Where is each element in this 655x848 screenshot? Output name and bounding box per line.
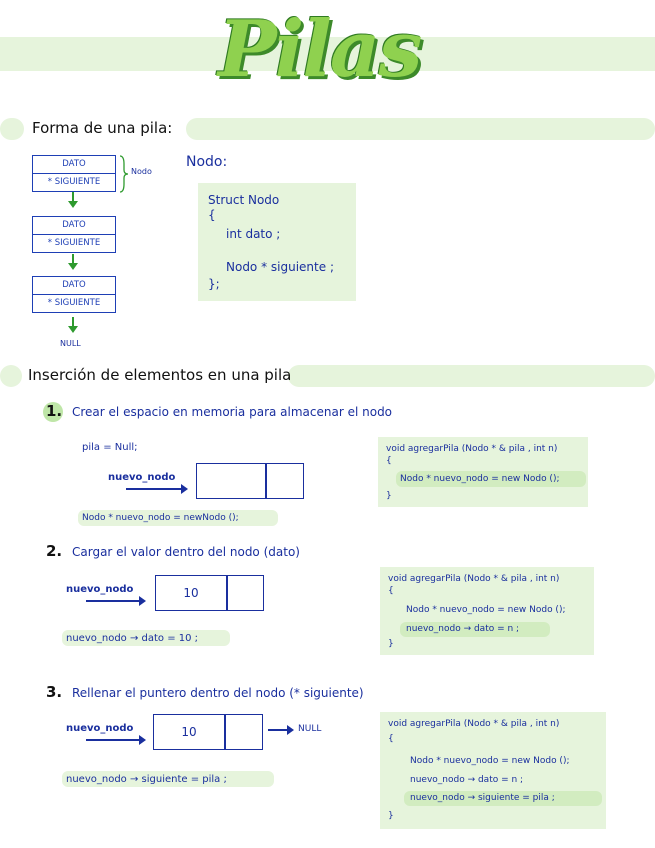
node-divider <box>226 576 228 610</box>
stack-node-dato: DATO <box>62 280 86 290</box>
brace-label: Nodo <box>131 167 152 176</box>
code-line: Nodo * nuevo_nodo = new Nodo (); <box>410 756 570 766</box>
step-title: Crear el espacio en memoria para almacenar el nodo <box>72 405 393 419</box>
data-node <box>153 714 263 750</box>
node-divider <box>265 464 267 498</box>
pointer-arrow <box>126 488 186 490</box>
code-line: }; <box>208 277 220 291</box>
code-line: void agregarPila (Nodo * & pila , int n) <box>388 574 560 584</box>
nuevo-nodo-label: nuevo_nodo <box>66 723 134 734</box>
stack-arrow-null <box>72 317 74 331</box>
code-line: Nodo * nuevo_nodo = new Nodo (); <box>406 605 566 615</box>
nodo-label: Nodo: <box>186 154 228 170</box>
nuevo-nodo-label: nuevo_nodo <box>108 472 176 483</box>
stack-node-siguiente: * SIGUIENTE <box>33 234 115 252</box>
stack-node-dato: DATO <box>62 159 86 169</box>
step-number: 3. <box>46 683 63 701</box>
code-line: void agregarPila (Nodo * & pila , int n) <box>386 444 558 454</box>
code-line: { <box>386 456 392 466</box>
node-value: 10 <box>181 725 197 739</box>
stack-node-dato: DATO <box>62 220 86 230</box>
pila-null-text: pila = Null; <box>82 442 138 453</box>
stack-arrow-1 <box>72 192 74 206</box>
null-pointer-arrow <box>268 729 292 731</box>
step-highlight-code: nuevo_nodo → siguiente = pila ; <box>66 774 227 785</box>
null-label: NULL <box>298 724 322 734</box>
step-title: Rellenar el puntero dentro del nodo (* siguiente) <box>72 686 364 700</box>
page-title: Pilas <box>218 4 421 95</box>
stack-node-siguiente: * SIGUIENTE <box>33 294 115 312</box>
code-line: nuevo_nodo → siguiente = pila ; <box>410 793 555 803</box>
stack-null-label: NULL <box>60 339 81 348</box>
section-heading-insercion: Inserción de elementos en una pila <box>28 366 292 384</box>
section-bar-left <box>0 365 22 387</box>
code-line: { <box>388 586 394 596</box>
code-line: } <box>388 639 394 649</box>
step1-code-block <box>378 437 588 507</box>
stack-node-2 <box>32 216 116 253</box>
struct-code-block <box>198 183 356 301</box>
step-highlight-code: Nodo * nuevo_nodo = newNodo (); <box>82 513 239 523</box>
stack-node-1 <box>32 155 116 192</box>
empty-node <box>196 463 304 499</box>
code-line: Struct Nodo <box>208 193 280 207</box>
nuevo-nodo-label: nuevo_nodo <box>66 584 134 595</box>
step-highlight-code: nuevo_nodo → dato = 10 ; <box>66 633 199 644</box>
section-bar-left <box>0 118 24 140</box>
step-number: 2. <box>46 542 63 560</box>
code-line: Nodo * nuevo_nodo = new Nodo (); <box>400 474 560 484</box>
step2-code-block <box>380 567 594 655</box>
node-divider <box>224 715 226 749</box>
code-line: } <box>386 491 392 501</box>
step-number: 1. <box>46 402 63 420</box>
code-line: nuevo_nodo → dato = n ; <box>410 775 524 785</box>
pointer-arrow <box>86 600 144 602</box>
code-line: nuevo_nodo → dato = n ; <box>406 624 520 634</box>
code-line: { <box>388 734 394 744</box>
code-line: void agregarPila (Nodo * & pila , int n) <box>388 719 560 729</box>
code-line: int dato ; <box>226 227 281 241</box>
step-title: Cargar el valor dentro del nodo (dato) <box>72 545 300 559</box>
code-line: Nodo * siguiente ; <box>226 260 334 274</box>
step3-code-block <box>380 712 606 829</box>
stack-arrow-2 <box>72 254 74 268</box>
stack-node-siguiente: * SIGUIENTE <box>33 173 115 191</box>
brace-icon <box>118 154 130 194</box>
node-value: 10 <box>183 586 199 600</box>
code-line: } <box>388 811 394 821</box>
stack-node-3 <box>32 276 116 313</box>
data-node <box>155 575 264 611</box>
section-bar-right <box>288 365 655 387</box>
pointer-arrow <box>86 739 144 741</box>
section-heading-forma: Forma de una pila: <box>32 119 173 137</box>
code-line: { <box>208 208 216 222</box>
section-bar-right <box>186 118 655 140</box>
